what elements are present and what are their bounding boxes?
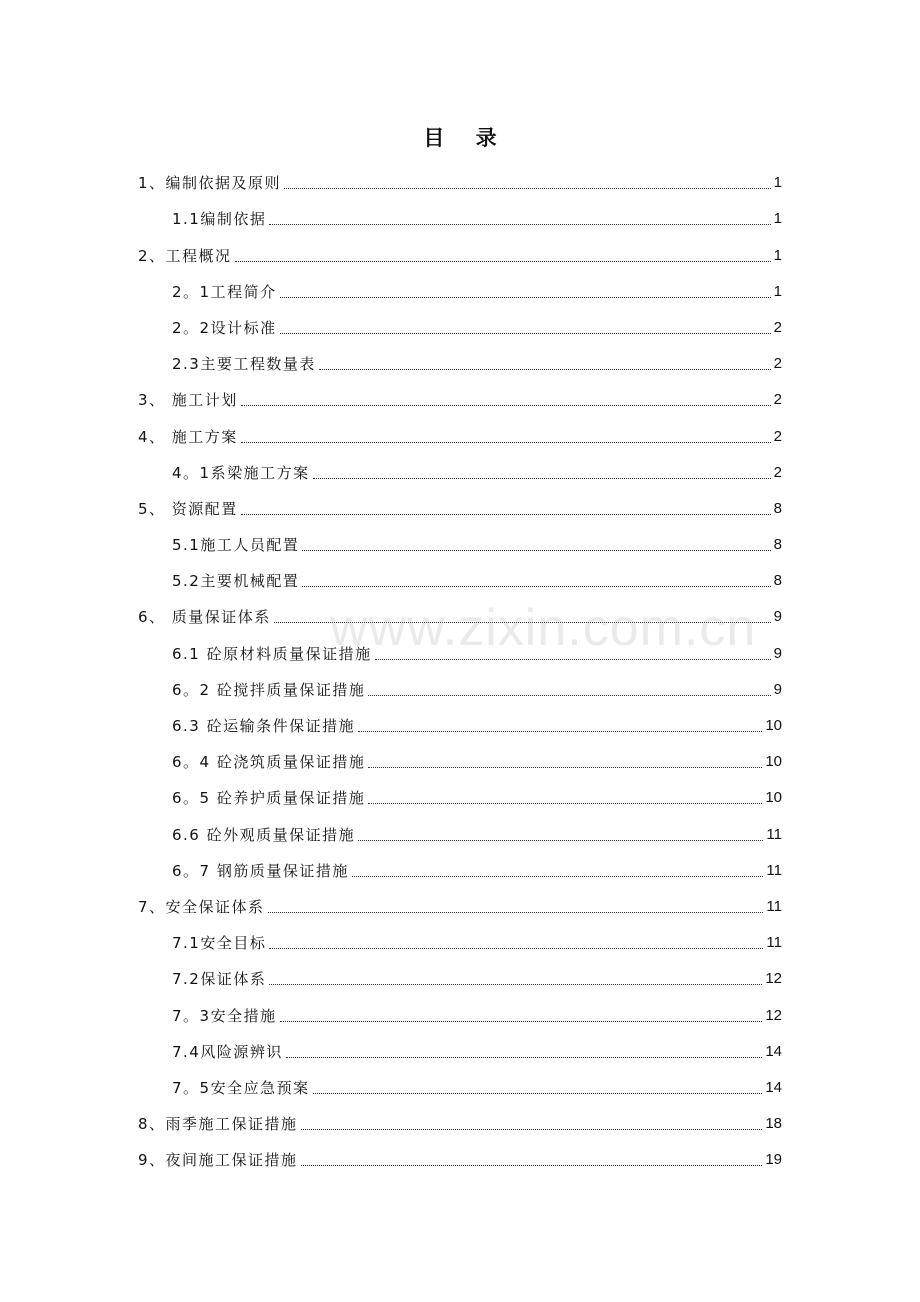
toc-entry-title: 6.6 砼外观质量保证措施 — [172, 825, 356, 844]
toc-subentry[interactable] — [138, 632, 782, 668]
toc-entry[interactable] — [138, 415, 782, 451]
page-title: 目 录 — [423, 126, 509, 150]
toc-entry-title: 6。4 砼浇筑质量保证措施 — [172, 753, 366, 772]
toc-page-number: 19 — [765, 1151, 782, 1169]
toc-subentry[interactable] — [138, 958, 782, 994]
toc-entry-title: 6.3 砼运输条件保证措施 — [172, 717, 356, 735]
toc-page-number: 11 — [766, 825, 782, 843]
toc-entry-title: 7.2保证体系 — [172, 970, 267, 989]
toc-entry-title: 1、编制依据及原则 — [138, 174, 282, 193]
toc-entry-title: 6。2 砼搅拌质量保证措施 — [172, 680, 366, 699]
toc-page-number: 14 — [765, 1078, 782, 1096]
toc-subentry[interactable] — [138, 669, 782, 705]
toc-page-number: 9 — [773, 608, 782, 626]
toc-subentry[interactable] — [138, 922, 782, 958]
toc-subentry[interactable] — [138, 741, 782, 777]
toc-page-number: 10 — [765, 717, 782, 734]
toc-page-number: 12 — [765, 1006, 782, 1024]
toc-entry[interactable] — [138, 488, 782, 524]
dot-leader — [368, 767, 762, 768]
toc-subentry[interactable] — [138, 307, 782, 343]
toc-entry[interactable] — [138, 1139, 782, 1175]
toc-subentry[interactable] — [138, 560, 782, 596]
dot-leader — [368, 803, 762, 804]
dot-leader — [280, 333, 771, 334]
toc-page-number: 10 — [765, 789, 782, 807]
dot-leader — [284, 188, 771, 189]
toc-entry-title: 1.1编制依据 — [172, 210, 267, 229]
dot-leader — [269, 984, 762, 985]
toc-page-number: 2 — [773, 318, 782, 336]
dot-leader — [301, 1165, 763, 1166]
dot-leader — [313, 1093, 763, 1094]
toc-entry[interactable] — [138, 1103, 782, 1139]
dot-leader — [241, 405, 771, 406]
toc-entry-title: 5.1施工人员配置 — [172, 536, 300, 555]
dot-leader — [358, 840, 763, 841]
toc-subentry[interactable] — [138, 524, 782, 560]
toc-subentry[interactable] — [138, 452, 782, 488]
dot-leader — [268, 912, 764, 913]
dot-leader — [352, 876, 764, 877]
toc-entry-title: 2.3主要工程数量表 — [172, 355, 316, 374]
toc-page-number: 1 — [773, 174, 782, 192]
dot-leader — [286, 1057, 762, 1058]
toc-entry[interactable] — [138, 886, 782, 922]
dot-leader — [280, 297, 771, 298]
toc-page-number: 8 — [773, 499, 782, 517]
toc-entry[interactable] — [138, 379, 782, 415]
toc-entry-title: 2。2设计标准 — [172, 318, 277, 337]
toc-entry[interactable] — [138, 596, 782, 632]
toc-entry-title: 7.4风险源辨识 — [172, 1042, 283, 1061]
toc-page-number: 1 — [773, 210, 782, 228]
dot-leader — [241, 514, 771, 515]
toc-entry-title: 4。1系梁施工方案 — [172, 463, 310, 482]
toc-page-number: 9 — [773, 644, 782, 662]
toc-subentry[interactable] — [138, 994, 782, 1030]
toc-entry-title: 5.2主要机械配置 — [172, 572, 300, 591]
toc-page-number: 10 — [765, 753, 782, 771]
toc-page-number: 2 — [773, 427, 782, 445]
toc-entry-title: 7。3安全措施 — [172, 1006, 277, 1025]
dot-leader — [301, 1129, 763, 1130]
toc-page-number: 11 — [766, 934, 782, 952]
dot-leader — [358, 731, 762, 732]
toc-page-number: 12 — [765, 970, 782, 988]
toc-page-number: 2 — [773, 391, 782, 409]
toc-page-number: 8 — [773, 536, 782, 554]
dot-leader — [241, 442, 771, 443]
toc-subentry[interactable] — [138, 850, 782, 886]
toc-subentry[interactable] — [138, 343, 782, 379]
toc-page-number: 14 — [765, 1042, 782, 1060]
dot-leader — [235, 261, 771, 262]
toc-page-number: 2 — [773, 463, 782, 481]
toc-page-number: 9 — [773, 680, 782, 698]
dot-leader — [319, 369, 771, 370]
toc-page-number: 11 — [766, 861, 782, 879]
toc-entry[interactable] — [138, 162, 782, 198]
dot-leader — [274, 622, 771, 623]
toc-page-number: 11 — [766, 897, 782, 915]
toc-entry-title: 6.1 砼原材料质量保证措施 — [172, 644, 372, 663]
dot-leader — [280, 1021, 763, 1022]
toc-page-number: 1 — [773, 246, 782, 264]
toc-entry[interactable] — [138, 234, 782, 270]
toc-entry-title: 6、 质量保证体系 — [138, 608, 271, 627]
dot-leader — [302, 586, 770, 587]
dot-leader — [313, 478, 771, 479]
toc-entry-title: 2、工程概况 — [138, 246, 232, 265]
toc-subentry[interactable] — [138, 1031, 782, 1067]
toc-entry-title: 8、雨季施工保证措施 — [138, 1115, 298, 1134]
dot-leader — [375, 659, 771, 660]
dot-leader — [302, 550, 770, 551]
toc-entry-title: 7。5安全应急预案 — [172, 1078, 310, 1097]
watermark: www.zixin.com.cn — [330, 599, 757, 657]
toc-subentry[interactable] — [138, 777, 782, 813]
toc-entry-title: 7、安全保证体系 — [138, 897, 265, 916]
toc-entry-title: 5、 资源配置 — [138, 499, 238, 518]
toc-entry-title: 4、 施工方案 — [138, 427, 238, 446]
toc-subentry[interactable] — [138, 1067, 782, 1103]
toc-subentry[interactable] — [138, 813, 782, 849]
toc-subentry[interactable] — [138, 198, 782, 234]
toc-entry-title: 9、夜间施工保证措施 — [138, 1151, 298, 1170]
toc-entry-title: 6。7 钢筋质量保证措施 — [172, 861, 349, 880]
toc-page-number: 8 — [773, 572, 782, 590]
dot-leader — [368, 695, 770, 696]
dot-leader — [269, 948, 763, 949]
toc-entry-title: 7.1安全目标 — [172, 934, 267, 953]
toc-page-number: 2 — [773, 355, 782, 373]
toc-subentry[interactable] — [138, 705, 782, 741]
toc-entry-title: 2。1工程简介 — [172, 282, 277, 301]
toc-page-number: 1 — [773, 282, 782, 300]
table-of-contents — [138, 162, 782, 1175]
toc-subentry[interactable] — [138, 271, 782, 307]
dot-leader — [269, 224, 770, 225]
toc-entry-title: 3、 施工计划 — [138, 391, 238, 410]
toc-page-number: 18 — [765, 1115, 782, 1133]
toc-entry-title: 6。5 砼养护质量保证措施 — [172, 789, 366, 808]
